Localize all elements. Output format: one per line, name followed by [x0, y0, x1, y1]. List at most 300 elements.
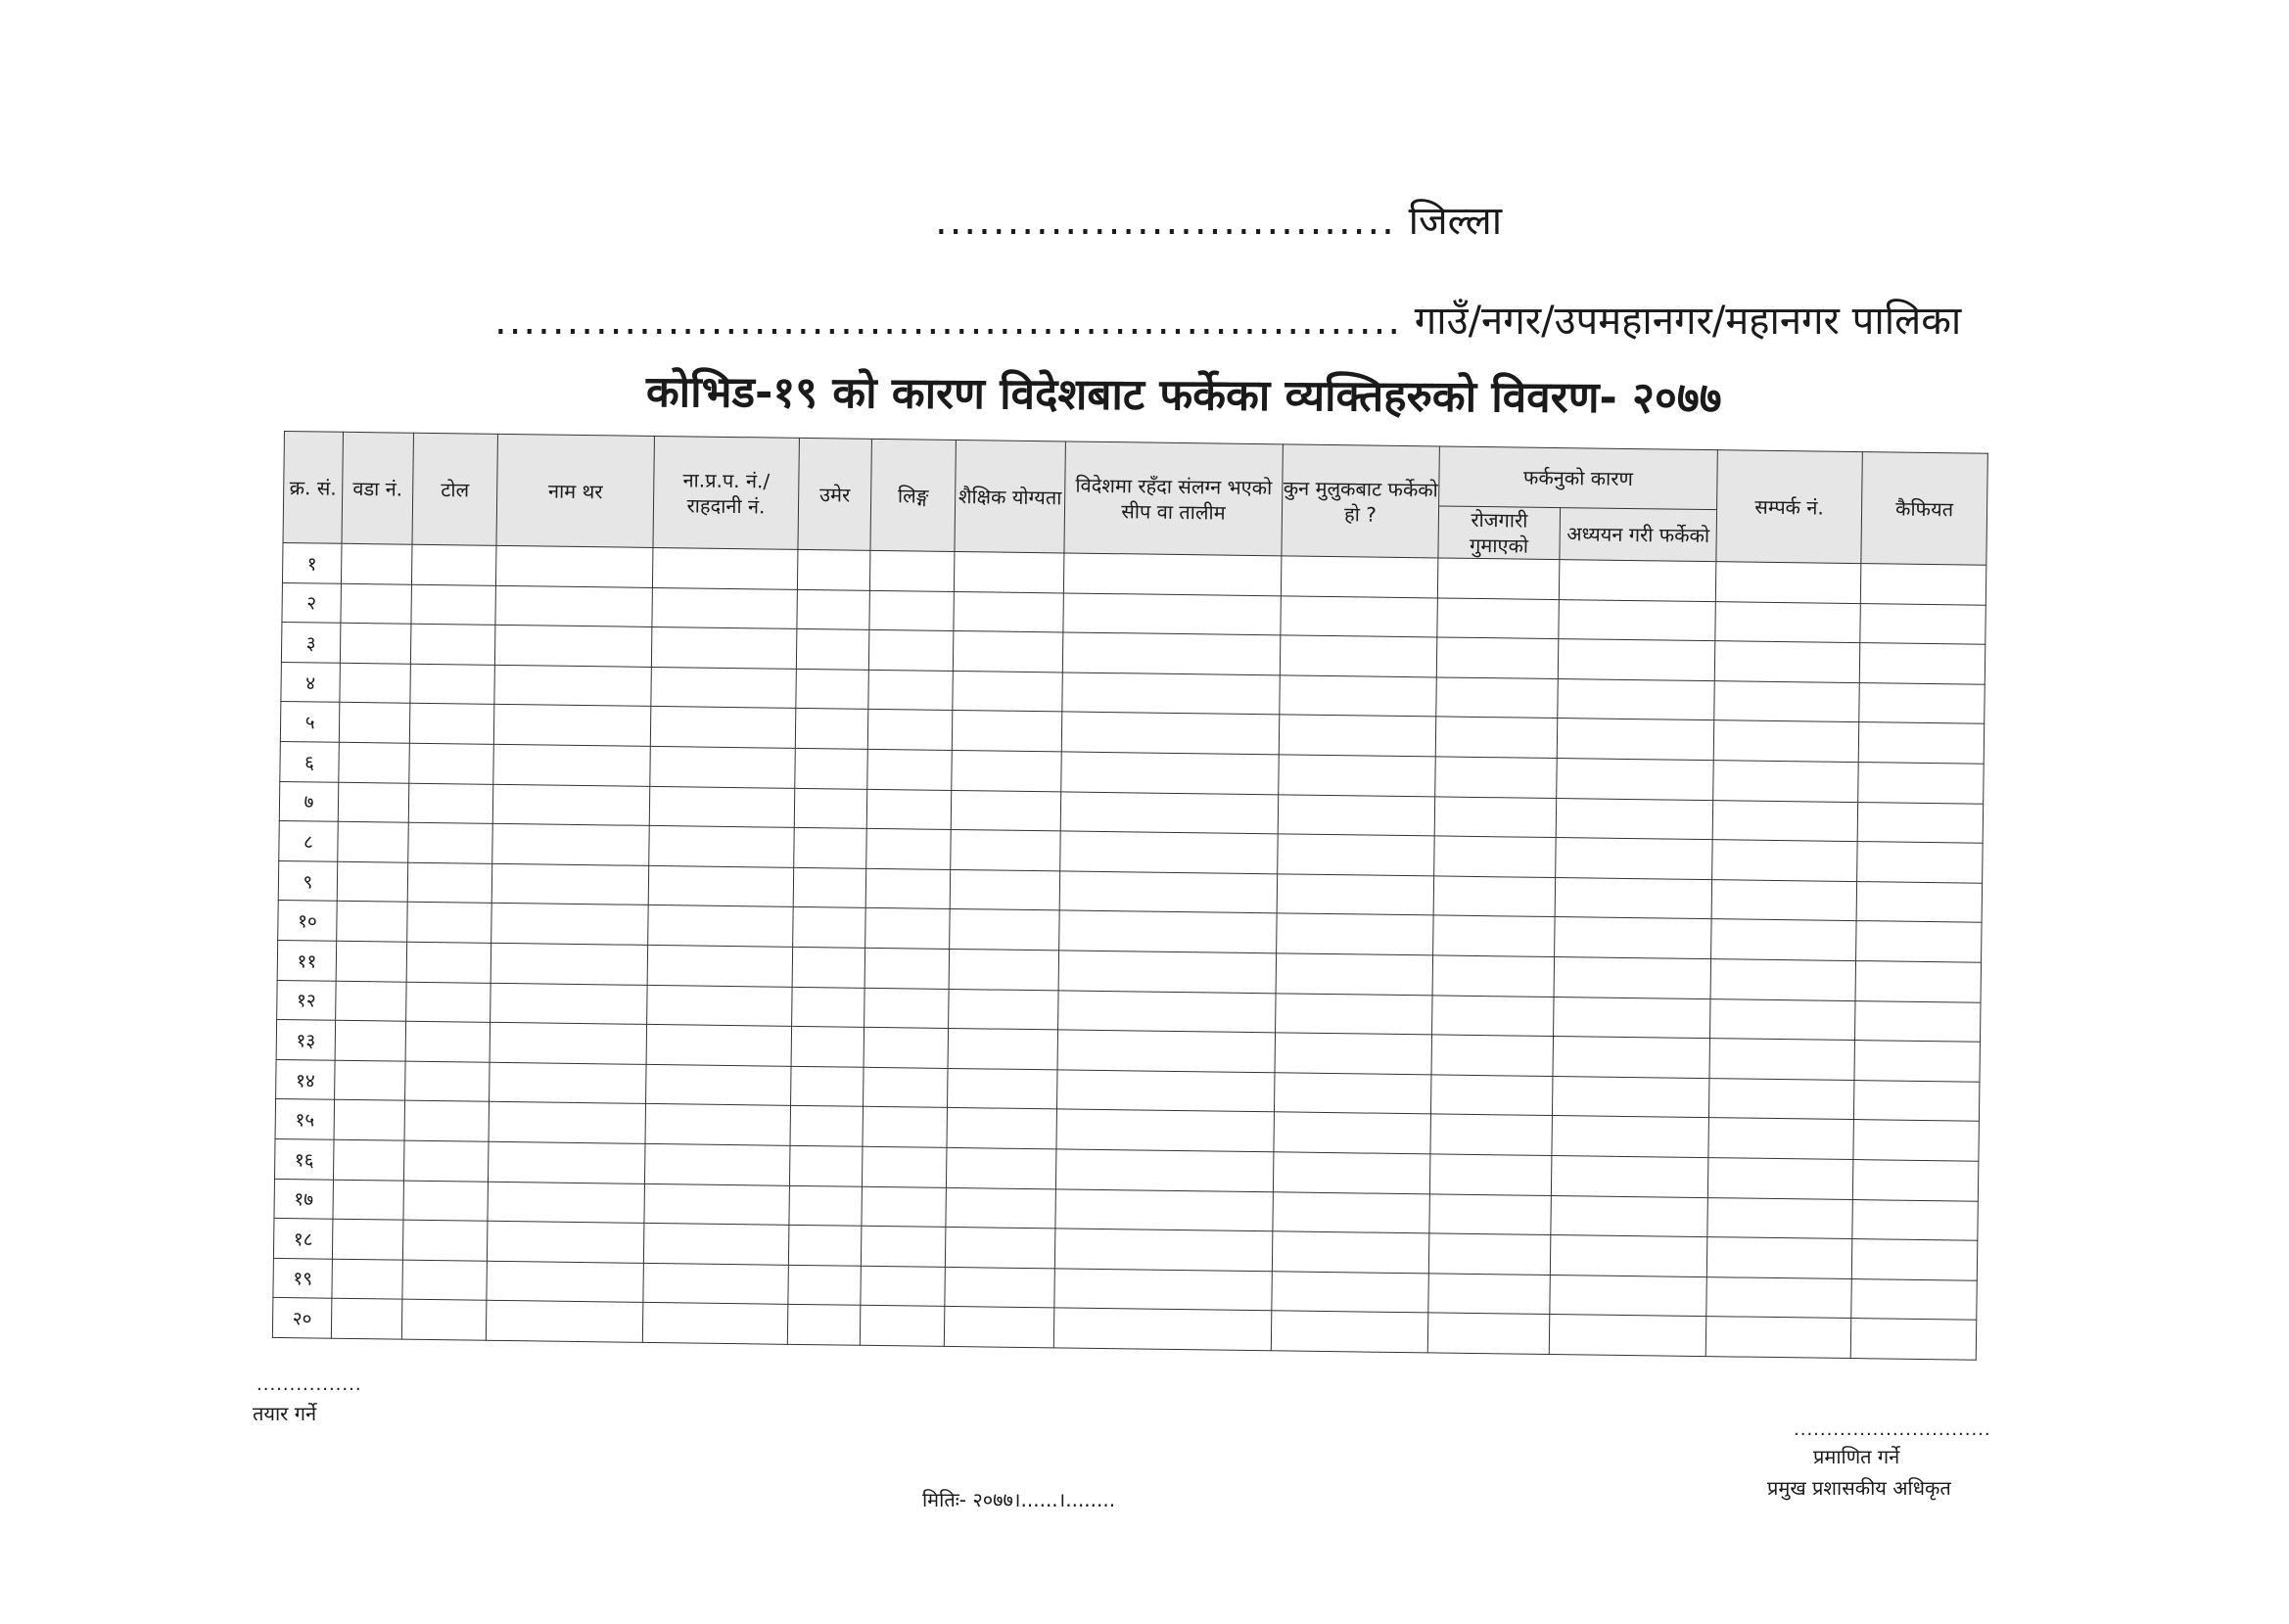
- table-cell: [951, 830, 1061, 871]
- table-cell: [1063, 593, 1282, 635]
- table-cell: [1434, 796, 1557, 837]
- table-cell: [1277, 913, 1434, 955]
- row-serial: १३: [276, 1020, 336, 1060]
- table-cell: [788, 1225, 862, 1266]
- table-body: [272, 542, 1985, 1360]
- table-cell: [790, 1106, 864, 1147]
- row-serial: २०: [272, 1298, 332, 1338]
- table-cell: [862, 1186, 947, 1228]
- table-cell: [401, 1299, 487, 1340]
- table-cell: [864, 948, 950, 989]
- table-cell: [949, 989, 1059, 1030]
- table-cell: [1055, 1188, 1274, 1230]
- table-cell: [1056, 1109, 1275, 1151]
- table-cell: [866, 789, 952, 830]
- table-cell: [866, 828, 952, 869]
- table-cell: [492, 823, 650, 865]
- table-cell: [406, 942, 491, 983]
- table-header-row: [284, 432, 1988, 514]
- table-cell: [944, 1307, 1054, 1348]
- table-cell: [1859, 643, 1985, 684]
- table-cell: [334, 1100, 405, 1141]
- table-cell: [337, 861, 408, 903]
- table-cell: [1276, 993, 1433, 1035]
- table-cell: [1552, 1116, 1709, 1158]
- table-cell: [946, 1187, 1056, 1229]
- table-cell: [1278, 834, 1435, 876]
- table-cell: [793, 907, 866, 949]
- table-cell: [643, 1223, 789, 1265]
- table-cell: [1281, 556, 1438, 598]
- row-serial: ४: [281, 662, 341, 702]
- table-cell: [488, 1141, 645, 1183]
- table-cell: [797, 589, 870, 630]
- table-cell: [1279, 755, 1436, 797]
- row-serial: १८: [273, 1219, 333, 1259]
- table-cell: [1854, 1000, 1981, 1042]
- table-cell: [487, 1261, 644, 1303]
- col-name: नाम थर: [496, 434, 654, 547]
- table-cell: [1555, 877, 1712, 919]
- table-cell: [338, 782, 409, 823]
- table-cell: [490, 983, 648, 1025]
- table-cell: [411, 544, 496, 585]
- table-cell: [1550, 1235, 1707, 1277]
- table-cell: [333, 1139, 404, 1181]
- table-cell: [1281, 595, 1438, 637]
- table-cell: [1712, 840, 1858, 882]
- col-gender: लिङ्ग: [870, 439, 956, 551]
- table-cell: [945, 1228, 1055, 1269]
- table-cell: [338, 821, 409, 862]
- district-line: [935, 192, 1502, 246]
- table-cell: [402, 1260, 488, 1301]
- col-skills: विदेशमा रहँदा संलग्न भएको सीप वा तालीम: [1064, 441, 1283, 556]
- row-serial: ८: [279, 821, 339, 861]
- table-cell: [867, 749, 953, 790]
- table-cell: [788, 1265, 862, 1306]
- table-cell: [1705, 1317, 1851, 1359]
- table-cell: [408, 822, 493, 863]
- table-cell: [1559, 599, 1716, 641]
- table-cell: [337, 902, 408, 943]
- table-cell: [340, 623, 411, 664]
- table-cell: [407, 903, 492, 944]
- table-cell: [1559, 560, 1716, 602]
- table-cell: [487, 1221, 644, 1263]
- table-cell: [1431, 1035, 1554, 1076]
- table-cell: [490, 1022, 647, 1064]
- table-cell: [795, 709, 868, 750]
- table-cell: [402, 1220, 488, 1261]
- row-serial: १: [282, 542, 342, 582]
- table-cell: [1060, 791, 1279, 833]
- table-cell: [1852, 1159, 1979, 1200]
- table-cell: [793, 867, 866, 908]
- table-cell: [1430, 1114, 1553, 1155]
- table-cell: [865, 908, 951, 950]
- table-cell: [1553, 1037, 1710, 1079]
- table-cell: [404, 1100, 490, 1141]
- table-cell: [644, 1143, 790, 1185]
- district-label: जिल्ला: [1408, 199, 1503, 244]
- col-age: उमेर: [798, 438, 871, 550]
- table-cell: [408, 783, 493, 824]
- row-serial: १९: [273, 1258, 333, 1298]
- table-cell: [1280, 675, 1437, 718]
- table-cell: [860, 1306, 945, 1347]
- table-cell: [1059, 871, 1278, 913]
- table-cell: [649, 826, 795, 868]
- table-cell: [1851, 1278, 1978, 1320]
- table-cell: [494, 665, 652, 707]
- table-cell: [1058, 951, 1277, 993]
- table-cell: [1713, 720, 1859, 763]
- prepared-by-blank: ................: [257, 1374, 362, 1395]
- table-cell: [947, 1108, 1057, 1149]
- table-cell: [1428, 1233, 1551, 1275]
- table-cell: [1054, 1269, 1273, 1311]
- table-cell: [403, 1181, 489, 1222]
- certified-by-blank: ..............................: [1794, 1419, 1991, 1440]
- table-cell: [335, 1020, 406, 1061]
- col-tole: टोल: [412, 433, 497, 545]
- table-cell: [649, 786, 795, 828]
- table-cell: [1715, 562, 1861, 604]
- certifier-title: प्रमुख प्रशासकीय अधिकृत: [1767, 1476, 1951, 1500]
- row-serial: १५: [275, 1099, 335, 1139]
- table-cell: [869, 550, 955, 591]
- table-cell: [1551, 1195, 1708, 1237]
- table-cell: [1856, 921, 1983, 962]
- col-reason-job: रोजगारी गुमाएको: [1438, 506, 1561, 560]
- table-cell: [1556, 798, 1713, 840]
- table-cell: [1430, 1075, 1553, 1116]
- table-cell: [1558, 678, 1715, 720]
- table-cell: [1551, 1155, 1708, 1197]
- table-cell: [491, 863, 649, 905]
- table-cell: [1715, 601, 1861, 643]
- row-serial: ७: [279, 781, 339, 821]
- table-cell: [489, 1102, 646, 1144]
- table-cell: [864, 1067, 949, 1108]
- table-cell: [406, 982, 491, 1023]
- col-education: शैक्षिक योग्यता: [955, 440, 1065, 552]
- table-cell: [1711, 879, 1857, 921]
- table-cell: [867, 710, 953, 751]
- table-cell: [795, 748, 868, 789]
- table-cell: [952, 711, 1062, 752]
- table-cell: [335, 1060, 406, 1101]
- table-cell: [1712, 800, 1858, 842]
- table-cell: [951, 790, 1061, 831]
- table-cell: [953, 631, 1063, 673]
- table-cell: [650, 707, 796, 749]
- table-cell: [954, 591, 1064, 632]
- table-cell: [1434, 836, 1557, 877]
- table-cell: [1271, 1311, 1428, 1353]
- table-cell: [1557, 759, 1714, 801]
- returnees-table: [272, 431, 1988, 1361]
- table-cell: [644, 1183, 790, 1226]
- table-cell: [948, 1068, 1058, 1109]
- col-reason-group: फर्कनुको कारण: [1439, 446, 1718, 510]
- table-cell: [948, 1029, 1058, 1070]
- table-cell: [862, 1146, 947, 1187]
- table-cell: [650, 746, 796, 788]
- table-cell: [863, 1107, 948, 1148]
- table-cell: [1706, 1276, 1852, 1319]
- table-cell: [336, 981, 407, 1022]
- table-cell: [339, 703, 410, 744]
- table-cell: [1852, 1199, 1979, 1240]
- table-cell: [1552, 1076, 1709, 1118]
- table-cell: [1056, 1070, 1275, 1112]
- table-cell: [1059, 910, 1278, 952]
- table-cell: [494, 626, 652, 668]
- table-cell: [1860, 564, 1986, 605]
- table-cell: [1429, 1154, 1552, 1195]
- table-cell: [1276, 953, 1433, 996]
- table-cell: [1280, 635, 1437, 677]
- table-cell: [492, 784, 650, 826]
- table-cell: [945, 1267, 1055, 1308]
- table-cell: [954, 551, 1064, 592]
- table-cell: [488, 1182, 645, 1224]
- table-cell: [643, 1263, 789, 1305]
- table-cell: [1714, 680, 1860, 722]
- table-cell: [1433, 915, 1556, 956]
- table-cell: [950, 909, 1060, 951]
- table-cell: [1428, 1274, 1551, 1315]
- table-cell: [1707, 1197, 1853, 1239]
- table-cell: [787, 1305, 861, 1346]
- table-cell: [1856, 881, 1983, 922]
- table-cell: [1274, 1073, 1431, 1115]
- row-serial: ११: [277, 940, 337, 980]
- table-cell: [864, 1027, 949, 1068]
- table-cell: [410, 624, 495, 665]
- table-cell: [651, 667, 797, 709]
- certified-by-label: प्रमाणित गर्ने: [1813, 1445, 1900, 1468]
- table-cell: [493, 744, 651, 786]
- table-cell: [1554, 997, 1711, 1039]
- table-cell: [647, 985, 793, 1027]
- table-cell: [1857, 842, 1984, 883]
- table-cell: [340, 663, 411, 704]
- municipality-label: गाउँ/नगर/उपमहानगर/महानगर पालिका: [1414, 299, 1962, 344]
- table-cell: [1850, 1319, 1977, 1360]
- table-cell: [331, 1298, 402, 1339]
- table-cell: [1436, 637, 1559, 678]
- table-cell: [1277, 874, 1434, 916]
- table-cell: [1857, 802, 1984, 843]
- table-cell: [1437, 598, 1560, 639]
- table-cell: [1549, 1315, 1706, 1357]
- row-serial: १२: [277, 980, 337, 1020]
- table-cell: [495, 545, 653, 587]
- table-cell: [952, 750, 1062, 791]
- table-cell: [796, 669, 869, 710]
- table-cell: [648, 865, 794, 907]
- table-cell: [1550, 1275, 1707, 1317]
- table-cell: [1707, 1158, 1853, 1200]
- page-title: कोभिड-१९ को कारण विदेशबाट फर्केका व्यक्तिहरुको विवरण- २०७७: [645, 367, 1722, 424]
- table-cell: [791, 1066, 864, 1107]
- col-contact: सम्पर्क नं.: [1716, 450, 1862, 564]
- table-cell: [1710, 959, 1856, 1001]
- table-cell: [1558, 639, 1715, 681]
- table-cell: [861, 1226, 946, 1267]
- table-cell: [410, 664, 495, 705]
- table-cell: [1851, 1239, 1978, 1280]
- table-cell: [1437, 558, 1560, 599]
- table-cell: [1435, 757, 1558, 798]
- table-cell: [1062, 632, 1281, 674]
- table-cell: [1427, 1313, 1550, 1354]
- table-cell: [490, 1062, 647, 1104]
- table-cell: [645, 1104, 791, 1146]
- table-cell: [486, 1301, 643, 1343]
- table-cell: [1714, 641, 1860, 683]
- table-cell: [1709, 1039, 1855, 1081]
- table-cell: [333, 1180, 404, 1221]
- table-cell: [1275, 1033, 1432, 1075]
- table-cell: [861, 1266, 946, 1307]
- table-cell: [794, 828, 867, 869]
- table-cell: [1061, 752, 1280, 794]
- table-cell: [1706, 1237, 1852, 1279]
- table-cell: [1858, 763, 1985, 804]
- table-cell: [1436, 677, 1559, 719]
- col-country: कुन मुलुकबाट फर्केको हो ?: [1282, 444, 1439, 558]
- row-serial: १०: [278, 901, 338, 941]
- table-cell: [794, 788, 867, 829]
- table-cell: [1061, 712, 1280, 754]
- table-cell: [1554, 956, 1711, 998]
- table-cell: [1272, 1231, 1429, 1274]
- date-line: मितिः- २०७७।......।........: [922, 1488, 1116, 1511]
- table-cell: [1272, 1271, 1429, 1313]
- table-cell: [652, 547, 798, 589]
- table-cell: [1711, 919, 1857, 961]
- row-serial: १७: [274, 1179, 334, 1219]
- table-cell: [791, 1026, 864, 1067]
- table-cell: [339, 742, 410, 783]
- table-cell: [1556, 838, 1713, 880]
- table-cell: [1435, 717, 1558, 758]
- table-cell: [1432, 955, 1555, 997]
- table-cell: [953, 671, 1063, 712]
- col-serial: क्र. सं.: [283, 432, 343, 544]
- row-serial: ९: [278, 860, 338, 901]
- row-serial: ५: [280, 702, 340, 742]
- table-cell: [1855, 960, 1982, 1001]
- table-cell: [332, 1259, 403, 1300]
- table-cell: [1279, 715, 1436, 757]
- table-cell: [411, 584, 496, 626]
- table-cell: [1859, 682, 1985, 723]
- table-cell: [1063, 553, 1282, 595]
- table-cell: [1053, 1308, 1272, 1350]
- table-cell: [1058, 990, 1277, 1032]
- table-cell: [792, 987, 865, 1028]
- table-cell: [491, 904, 649, 946]
- table-cell: [865, 868, 951, 909]
- table-cell: [864, 988, 950, 1029]
- col-reason-study: अध्ययन गरी फर्केको: [1560, 508, 1717, 562]
- table-cell: [403, 1140, 489, 1182]
- row-serial: १६: [274, 1138, 334, 1179]
- col-citizenship: ना.प्र.प. नं./ राहदानी नं.: [653, 436, 799, 549]
- table-cell: [495, 585, 653, 627]
- table-cell: [1057, 1030, 1276, 1072]
- table-cell: [950, 869, 1060, 910]
- table-cell: [797, 549, 870, 590]
- table-cell: [1062, 673, 1281, 715]
- table-cell: [949, 949, 1059, 990]
- table-cell: [1055, 1149, 1274, 1191]
- table-cell: [1709, 998, 1855, 1041]
- district-blank: ................................: [935, 199, 1396, 244]
- returnees-table-wrapper: [272, 431, 1987, 1356]
- municipality-line: [494, 292, 1961, 346]
- table-cell: [789, 1185, 863, 1227]
- table-cell: [1432, 995, 1555, 1036]
- table-cell: [332, 1219, 403, 1260]
- table-cell: [405, 1061, 490, 1102]
- table-cell: [493, 705, 651, 747]
- table-cell: [341, 543, 412, 584]
- table-cell: [407, 862, 492, 904]
- table-cell: [647, 945, 793, 987]
- table-cell: [1853, 1080, 1980, 1121]
- col-remarks: कैफियत: [1861, 452, 1987, 566]
- table-cell: [409, 743, 494, 784]
- table-cell: [1429, 1193, 1552, 1234]
- table-cell: [642, 1303, 788, 1345]
- table-cell: [792, 947, 865, 988]
- table-cell: [1433, 876, 1556, 917]
- table-cell: [1854, 1041, 1981, 1082]
- table-cell: [1708, 1118, 1854, 1160]
- table-cell: [646, 1064, 792, 1106]
- table-cell: [868, 630, 954, 672]
- table-cell: [789, 1145, 863, 1186]
- table-cell: [946, 1147, 1056, 1188]
- prepared-by-label: तयार गर्ने: [253, 1402, 317, 1425]
- table-cell: [405, 1021, 490, 1062]
- table-cell: [1557, 719, 1714, 761]
- table-cell: [341, 583, 412, 625]
- table-cell: [1853, 1120, 1980, 1161]
- row-serial: २: [282, 582, 342, 623]
- table-cell: [1274, 1112, 1431, 1154]
- table-cell: [1273, 1152, 1430, 1194]
- table-cell: [796, 629, 869, 671]
- table-cell: [646, 1025, 792, 1067]
- table-cell: [648, 905, 794, 948]
- table-cell: [490, 943, 648, 985]
- table-cell: [652, 587, 798, 629]
- table-cell: [1060, 831, 1279, 873]
- table-cell: [869, 590, 955, 631]
- table-cell: [868, 670, 954, 711]
- table-cell: [1858, 722, 1985, 764]
- table-cell: [409, 704, 494, 745]
- table-cell: [1713, 761, 1859, 803]
- col-ward: वडा नं.: [342, 432, 413, 544]
